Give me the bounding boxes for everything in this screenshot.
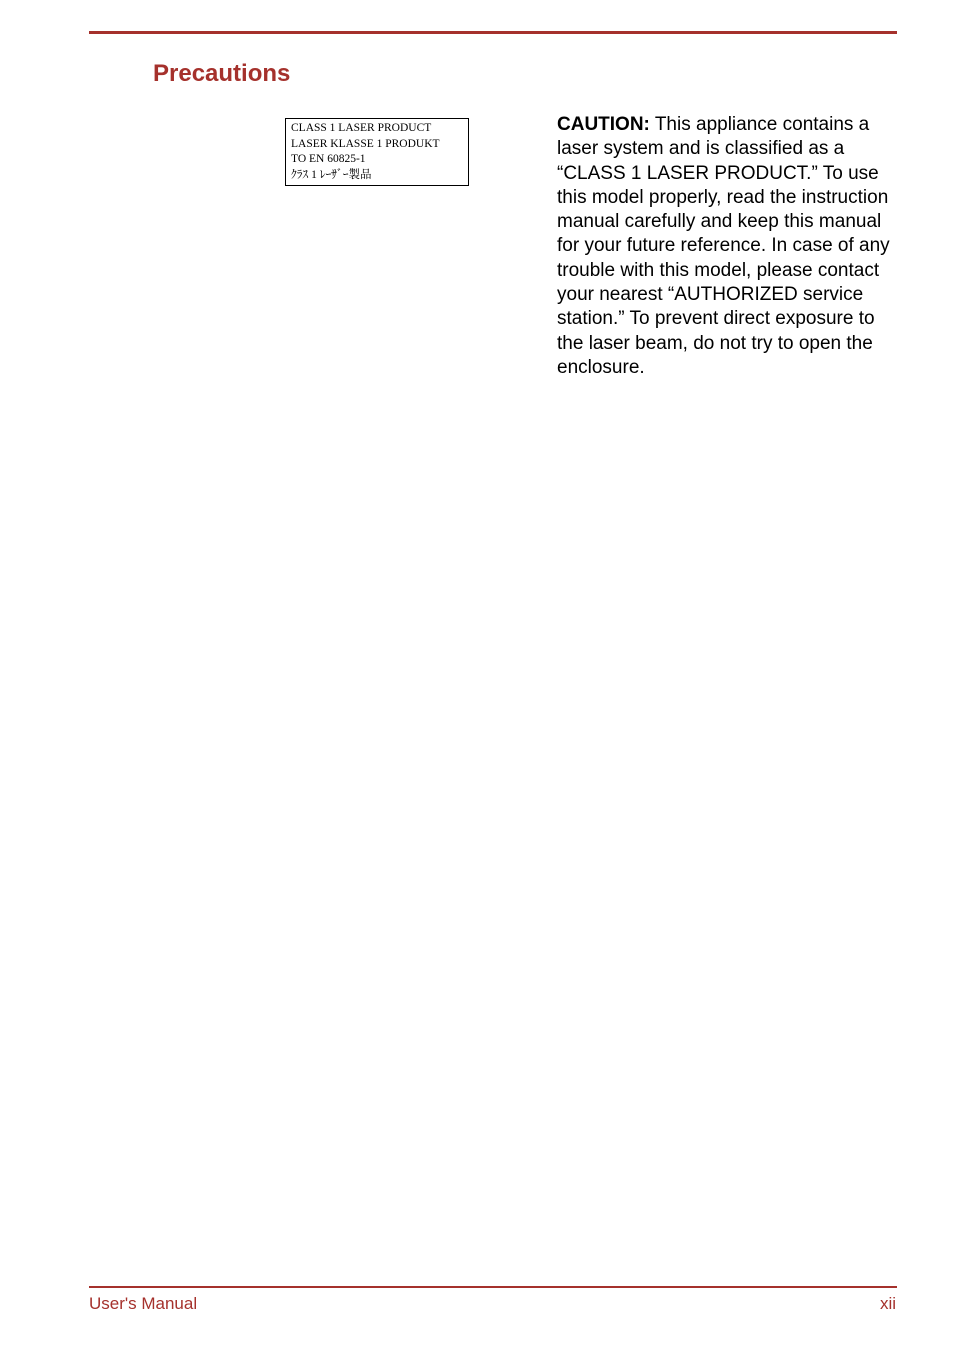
- laser-label-line: LASER KLASSE 1 PRODUKT: [291, 137, 440, 150]
- laser-label-line: TO EN 60825-1: [291, 153, 366, 165]
- caution-paragraph: [557, 113, 892, 380]
- footer-manual-title: User's Manual: [89, 1294, 198, 1313]
- header-rule: [89, 31, 897, 34]
- caution-text: This appliance contains a laser system and is classified as a “CLASS 1 LASER PRODUCT.” To use this model properly, read the instruction manual carefully and keep this manual for your future reference. In case of any trouble with this model, please contact your nearest “AUTHORIZED service station.” To prevent direct exposure to the laser beam, do not try to open the enclosure.: [557, 114, 890, 378]
- footer-rule: [89, 1286, 897, 1288]
- laser-label-line: ｸﾗｽ 1 ﾚｰｻﾞｰ製品: [291, 168, 372, 181]
- page-title: Precautions: [153, 60, 291, 87]
- laser-product-label: [285, 118, 469, 186]
- footer-page-number: xii: [879, 1294, 896, 1313]
- laser-label-line: CLASS 1 LASER PRODUCT: [291, 122, 432, 134]
- caution-label: CAUTION:: [557, 114, 650, 135]
